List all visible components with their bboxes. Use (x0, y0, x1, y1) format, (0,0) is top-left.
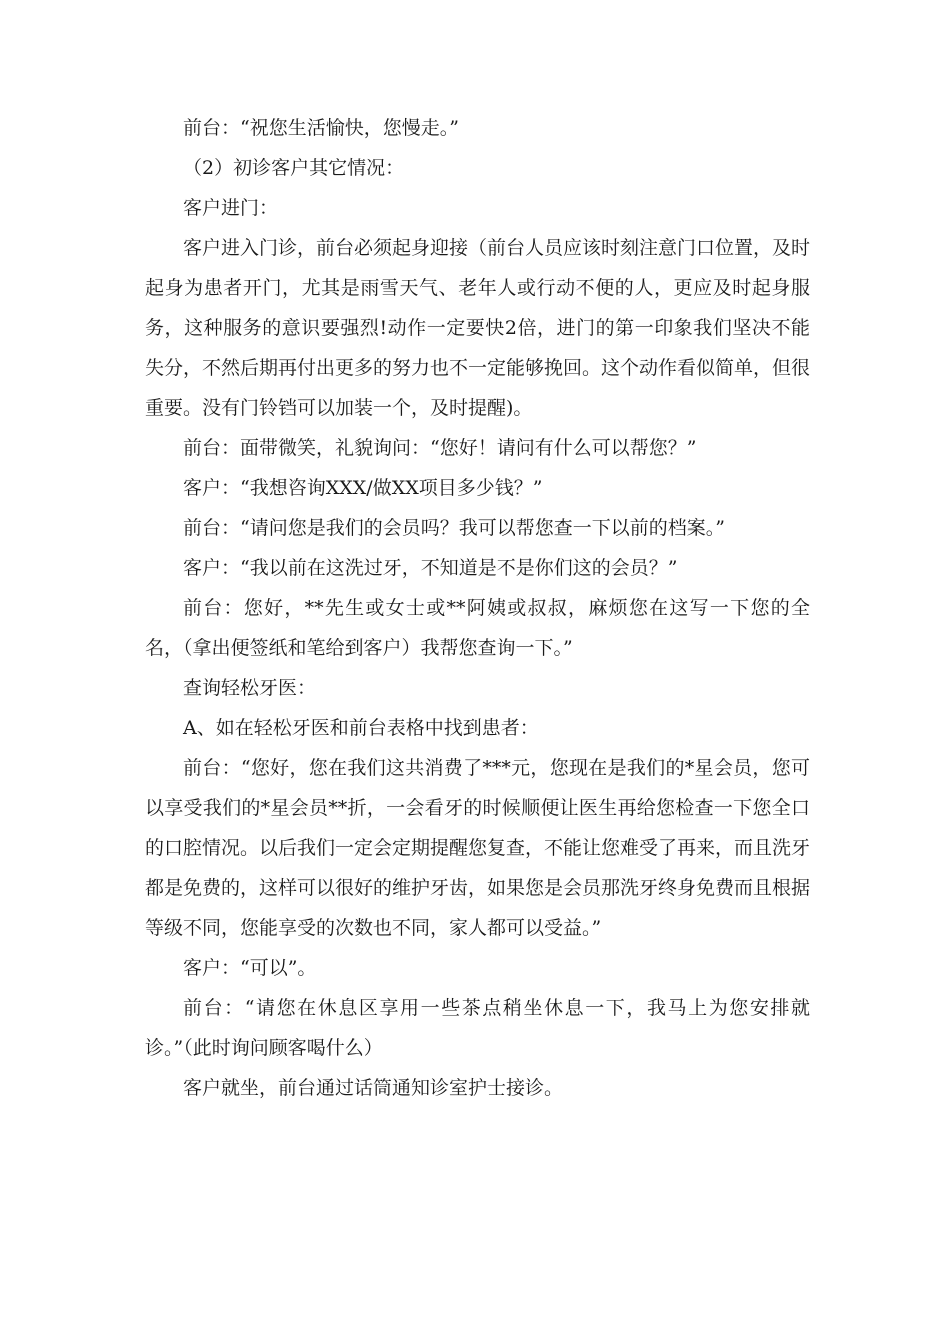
paragraph-customer-reply: 客户：“我以前在这洗过牙，不知道是不是你们这的会员？” (183, 557, 678, 579)
paragraph-customer-enters: 客户进门： (183, 197, 279, 219)
paragraph-greeting-instructions: 客户进入门诊，前台必须起身迎接（前台人员应该时刻注意门口位置，及时起身为患者开门，尤其是雨雪天气、老年人或行动不便的人，更应及时起身服务，这种服务的意识要强烈!动作一定要快2倍，进门的第一印象我们坚决不能失分，不然后期再付出更多的努力也不一定能够挽回。这个动作看似简单，但很重要。没有门铃铛可以加装一个，及时提醒)。 (145, 237, 811, 419)
paragraph-member-benefits: 前台：“您好，您在我们这共消费了***元，您现在是我们的*星会员，您可以享受我们的*星会员**折，一会看牙的时候顺便让医生再给您检查一下您全口的口腔情况。以后我们一定会定期提醒您复查，不能让您难受了再来，而且洗牙都是免费的，这样可以很好的维护牙齿，如果您是会员那洗牙终身免费而且根据等级不同，您能享受的次数也不同，家人都可以受益。” (145, 757, 811, 939)
paragraph-customer-agrees: 客户：“可以”。 (183, 957, 317, 979)
paragraph-member-question: 前台：“请问您是我们的会员吗？我可以帮您查一下以前的档案。” (183, 517, 725, 539)
paragraph-case-a: A、如在轻松牙医和前台表格中找到患者： (183, 717, 539, 739)
paragraph-section-heading: （2）初诊客户其它情况： (183, 157, 405, 179)
paragraph-notify-nurse: 客户就坐，前台通过话筒通知诊室护士接诊。 (183, 1077, 564, 1099)
paragraph-customer-inquiry: 客户：“我想咨询XXX/做XX项目多少钱？” (183, 477, 543, 499)
paragraph-farewell: 前台：“祝您生活愉快，您慢走。” (183, 117, 459, 139)
paragraph-front-desk-greeting: 前台：面带微笑，礼貌询问：“您好！请问有什么可以帮您？” (183, 437, 697, 459)
paragraph-name-request: 前台：您好，**先生或女士或**阿姨或叔叔，麻烦您在这写一下您的全名，（拿出便签纸和笔给到客户）我帮您查询一下。” (145, 597, 810, 659)
document-body (145, 108, 810, 1108)
paragraph-query-system: 查询轻松牙医： (183, 677, 317, 699)
paragraph-waiting-area: 前台：“请您在休息区享用一些茶点稍坐休息一下，我马上为您安排就诊。”（此时询问顾客喝什么） (145, 997, 810, 1059)
